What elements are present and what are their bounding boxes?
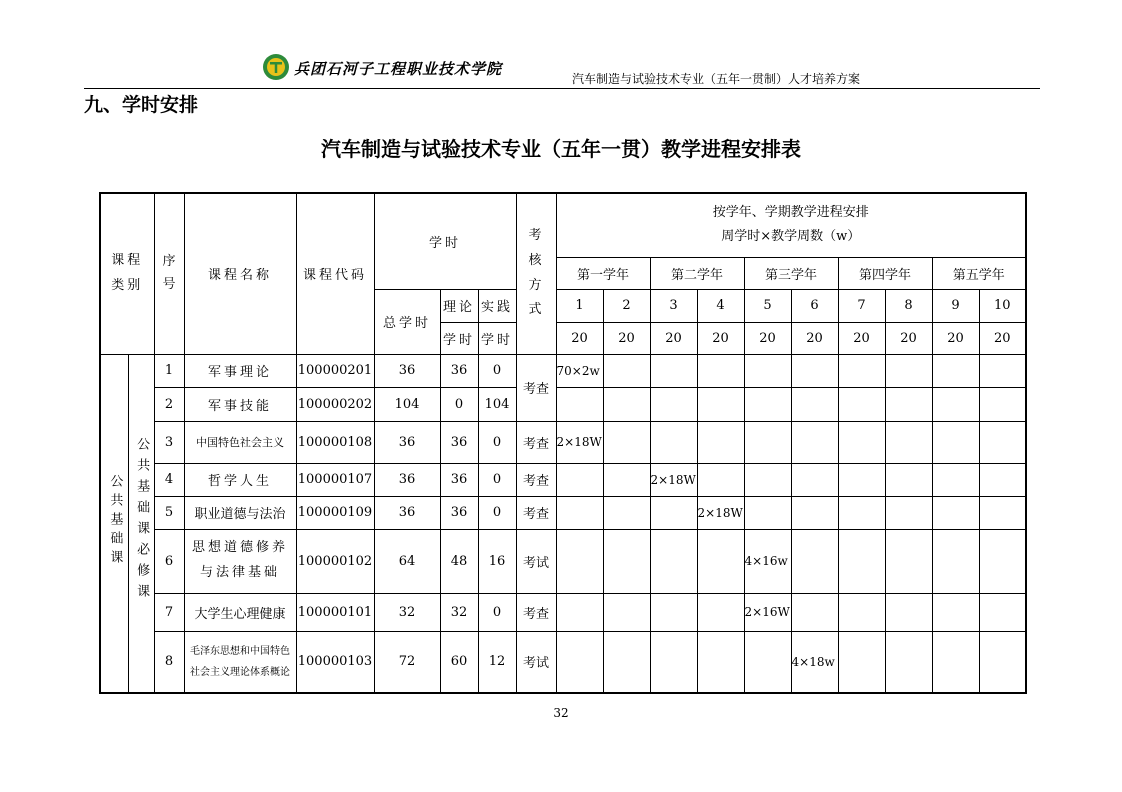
schedule-cell — [979, 593, 1026, 631]
schedule-cell — [791, 593, 838, 631]
header-practice-2: 学时 — [478, 322, 516, 354]
schedule-cell — [932, 354, 979, 387]
row-course-name: 职业道德与法治 — [184, 496, 296, 529]
schedule-cell — [650, 631, 697, 693]
schedule-cell — [838, 387, 885, 421]
schedule-cell — [838, 631, 885, 693]
schedule-cell — [650, 354, 697, 387]
weeks: 20 — [932, 322, 979, 354]
schedule-cell: 4×16w — [744, 529, 791, 593]
schedule-cell — [603, 529, 650, 593]
row-theory: 32 — [440, 593, 478, 631]
row-total: 36 — [374, 354, 440, 387]
row-seq: 1 — [154, 354, 184, 387]
schedule-cell — [885, 496, 932, 529]
schedule-cell — [791, 529, 838, 593]
row-practice: 0 — [478, 421, 516, 463]
semester: 8 — [885, 289, 932, 322]
schedule-cell — [556, 496, 603, 529]
header-category: 课程类别 — [100, 193, 154, 354]
schedule-cell — [791, 421, 838, 463]
schedule-cell — [744, 463, 791, 496]
header-total-hours: 总学时 — [374, 289, 440, 354]
row-total: 32 — [374, 593, 440, 631]
schedule-cell — [979, 463, 1026, 496]
schedule-cell — [603, 496, 650, 529]
row-seq: 4 — [154, 463, 184, 496]
row-exam: 考查 — [516, 354, 556, 421]
schedule-cell: 2×18W — [697, 496, 744, 529]
schedule-cell — [697, 387, 744, 421]
semester: 7 — [838, 289, 885, 322]
row-practice: 0 — [478, 496, 516, 529]
schedule-cell: 2×16W — [744, 593, 791, 631]
row-course-code: 100000107 — [296, 463, 374, 496]
schedule-cell: 4×18w — [791, 631, 838, 693]
schedule-cell: 2×18W — [650, 463, 697, 496]
schedule-cell — [650, 421, 697, 463]
schedule-cell — [885, 593, 932, 631]
row-theory: 36 — [440, 354, 478, 387]
schedule-cell — [697, 631, 744, 693]
schedule-cell — [603, 421, 650, 463]
page-number: 32 — [553, 706, 569, 720]
row-practice: 0 — [478, 463, 516, 496]
row-course-name: 军事理论 — [184, 354, 296, 387]
schedule-cell — [603, 631, 650, 693]
semester: 4 — [697, 289, 744, 322]
schedule-cell — [885, 631, 932, 693]
row-course-name: 大学生心理健康 — [184, 593, 296, 631]
semester: 9 — [932, 289, 979, 322]
schedule-cell — [932, 463, 979, 496]
row-practice: 104 — [478, 387, 516, 421]
header-course-name: 课程名称 — [184, 193, 296, 354]
semester: 2 — [603, 289, 650, 322]
weeks: 20 — [556, 322, 603, 354]
schedule-cell — [885, 387, 932, 421]
row-exam: 考查 — [516, 593, 556, 631]
schedule-cell — [603, 593, 650, 631]
schedule-cell — [650, 496, 697, 529]
row-practice: 0 — [478, 593, 516, 631]
table-row — [100, 529, 1026, 593]
row-seq: 8 — [154, 631, 184, 693]
header-exam-method: 考核方式 — [516, 193, 556, 354]
row-theory: 48 — [440, 529, 478, 593]
schedule-cell — [744, 631, 791, 693]
group-subcategory: 公共基础课必修课 — [128, 354, 154, 693]
schedule-cell — [838, 529, 885, 593]
semester: 1 — [556, 289, 603, 322]
year-4: 第四学年 — [838, 257, 932, 289]
schedule-cell — [603, 463, 650, 496]
schedule-cell — [744, 421, 791, 463]
weeks: 20 — [744, 322, 791, 354]
row-course-code: 100000103 — [296, 631, 374, 693]
header-theory-2: 学时 — [440, 322, 478, 354]
row-total: 64 — [374, 529, 440, 593]
row-practice: 0 — [478, 354, 516, 387]
schedule-cell — [744, 387, 791, 421]
schedule-cell — [979, 354, 1026, 387]
schedule-cell — [697, 593, 744, 631]
header-theory-1: 理论 — [440, 289, 478, 322]
row-practice: 16 — [478, 529, 516, 593]
row-theory: 36 — [440, 496, 478, 529]
semester: 5 — [744, 289, 791, 322]
schedule-cell — [697, 354, 744, 387]
weeks: 20 — [697, 322, 744, 354]
table-row — [100, 387, 1026, 421]
schedule-cell — [885, 529, 932, 593]
schedule-cell — [697, 463, 744, 496]
schedule-line-2: 周学时×教学周数（w） — [721, 229, 861, 245]
header-seq: 序号 — [154, 193, 184, 354]
school-logo-icon — [262, 53, 290, 81]
header-hours: 学时 — [374, 193, 516, 289]
schedule-cell — [697, 421, 744, 463]
header-practice-1: 实践 — [478, 289, 516, 322]
schedule-cell — [885, 354, 932, 387]
schedule-cell — [556, 387, 603, 421]
weeks: 20 — [885, 322, 932, 354]
table-title: 汽车制造与试验技术专业（五年一贯）教学进程安排表 — [321, 137, 801, 161]
semester: 3 — [650, 289, 697, 322]
row-theory: 0 — [440, 387, 478, 421]
weeks: 20 — [650, 322, 697, 354]
table-row — [100, 463, 1026, 496]
row-course-code: 100000202 — [296, 387, 374, 421]
schedule-cell — [791, 496, 838, 529]
semester: 6 — [791, 289, 838, 322]
schedule-cell — [603, 387, 650, 421]
schedule-cell — [838, 354, 885, 387]
schedule-cell — [603, 354, 650, 387]
row-course-name: 哲学人生 — [184, 463, 296, 496]
schedule-cell — [932, 421, 979, 463]
table-row — [100, 421, 1026, 463]
schedule-cell — [650, 387, 697, 421]
row-course-code: 100000201 — [296, 354, 374, 387]
table-row — [100, 496, 1026, 529]
row-seq: 2 — [154, 387, 184, 421]
schedule-cell: 2×18W — [556, 421, 603, 463]
year-2: 第二学年 — [650, 257, 744, 289]
table-row — [100, 631, 1026, 693]
header-schedule — [556, 193, 1026, 257]
schedule-cell — [885, 421, 932, 463]
weeks: 20 — [603, 322, 650, 354]
section-title: 九、学时安排 — [84, 94, 199, 116]
weeks: 20 — [838, 322, 885, 354]
schedule-cell — [932, 496, 979, 529]
weeks: 20 — [791, 322, 838, 354]
row-practice: 12 — [478, 631, 516, 693]
schedule-cell — [650, 529, 697, 593]
row-course-name: 中国特色社会主义 — [184, 421, 296, 463]
row-seq: 3 — [154, 421, 184, 463]
row-course-code: 100000108 — [296, 421, 374, 463]
schedule-cell — [556, 631, 603, 693]
schedule-cell — [979, 496, 1026, 529]
schedule-cell — [979, 529, 1026, 593]
row-exam: 考试 — [516, 631, 556, 693]
row-seq: 6 — [154, 529, 184, 593]
schedule-cell — [791, 463, 838, 496]
weeks: 20 — [979, 322, 1026, 354]
schedule-cell — [650, 593, 697, 631]
row-exam: 考查 — [516, 421, 556, 463]
row-seq: 7 — [154, 593, 184, 631]
table-row — [100, 354, 1026, 387]
row-exam: 考试 — [516, 529, 556, 593]
schedule-cell — [979, 631, 1026, 693]
schedule-cell — [744, 354, 791, 387]
schedule-cell — [791, 387, 838, 421]
schedule-cell — [791, 354, 838, 387]
row-total: 104 — [374, 387, 440, 421]
schedule-table — [99, 192, 1027, 694]
schedule-cell — [838, 593, 885, 631]
table-row — [100, 593, 1026, 631]
schedule-cell — [697, 529, 744, 593]
year-1: 第一学年 — [556, 257, 650, 289]
row-theory: 60 — [440, 631, 478, 693]
schedule-cell — [932, 593, 979, 631]
document-title: 汽车制造与试验技术专业（五年一贯制）人才培养方案 — [571, 72, 860, 86]
schedule-cell — [885, 463, 932, 496]
schedule-cell — [556, 593, 603, 631]
schedule-cell — [932, 529, 979, 593]
year-5: 第五学年 — [932, 257, 1026, 289]
school-name: 兵团石河子工程职业技术学院 — [294, 60, 503, 78]
schedule-cell — [556, 463, 603, 496]
schedule-cell — [838, 421, 885, 463]
year-3: 第三学年 — [744, 257, 838, 289]
row-course-code: 100000101 — [296, 593, 374, 631]
row-course-name: 思想道德修养与法律基础 — [184, 529, 296, 593]
semester: 10 — [979, 289, 1026, 322]
schedule-line-1: 按学年、学期教学进程安排 — [712, 204, 869, 220]
schedule-cell — [979, 421, 1026, 463]
schedule-cell — [556, 529, 603, 593]
row-theory: 36 — [440, 421, 478, 463]
group-category: 公共基础课 — [100, 354, 128, 693]
schedule-cell — [744, 496, 791, 529]
schedule-cell — [979, 387, 1026, 421]
row-seq: 5 — [154, 496, 184, 529]
header-course-code: 课程代码 — [296, 193, 374, 354]
schedule-cell — [932, 631, 979, 693]
row-total: 36 — [374, 463, 440, 496]
page-header — [84, 48, 1040, 89]
schedule-cell — [838, 463, 885, 496]
schedule-cell: 70×2w — [556, 354, 603, 387]
row-theory: 36 — [440, 463, 478, 496]
row-course-code: 100000102 — [296, 529, 374, 593]
schedule-cell — [838, 496, 885, 529]
row-total: 72 — [374, 631, 440, 693]
row-course-code: 100000109 — [296, 496, 374, 529]
row-course-name: 军事技能 — [184, 387, 296, 421]
row-total: 36 — [374, 496, 440, 529]
row-course-name: 毛泽东思想和中国特色社会主义理论体系概论 — [184, 631, 296, 693]
schedule-cell — [932, 387, 979, 421]
row-total: 36 — [374, 421, 440, 463]
row-exam: 考查 — [516, 496, 556, 529]
row-exam: 考查 — [516, 463, 556, 496]
